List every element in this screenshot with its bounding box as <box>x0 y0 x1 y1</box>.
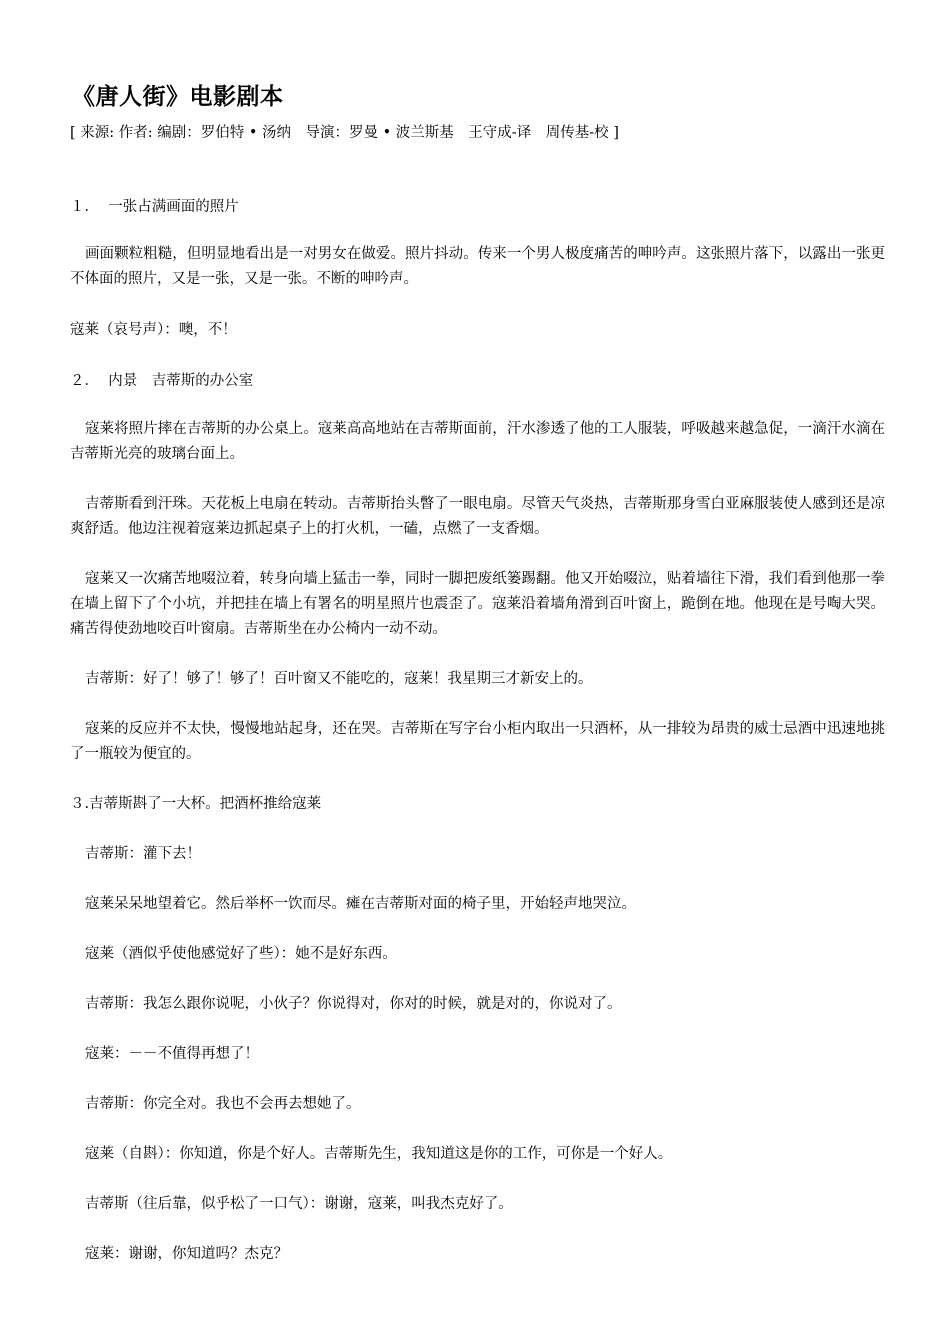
scene-1-paragraph-1: 画面颗粒粗糙，但明显地看出是一对男女在做爱。照片抖动。传来一个男人极度痛苦的呻吟声。这张照片落下，以露出一张更不体面的照片，又是一张，又是一张。不断的呻吟声。 <box>70 246 885 287</box>
scene-3-line: 寇莱（酒似乎使他感觉好了些）：她不是好东西。 <box>85 946 397 962</box>
scene-2-heading: ２． 内景 吉蒂斯的办公室 <box>70 373 254 389</box>
scene-3-line: 寇莱呆呆地望着它。然后举杯一饮而尽。瘫在吉蒂斯对面的椅子里，开始轻声地哭泣。 <box>85 896 636 912</box>
scene-3-line: 寇莱：谢谢，你知道吗？杰克？ <box>85 1246 288 1262</box>
scene-3-line: 吉蒂斯：我怎么跟你说呢，小伙子？你说得对，你对的时候，就是对的，你说对了。 <box>85 996 622 1012</box>
scene-1-dialogue-1: 寇莱（哀号声）：噢，不！ <box>70 322 237 338</box>
scene-2-paragraph-4: 寇莱的反应并不太快，慢慢地站起身，还在哭。吉蒂斯在写字台小柜内取出一只酒杯，从一排较为昂贵的威士忌酒中迅速地挑了一瓶较为便宜的。 <box>70 721 885 762</box>
scene-3-heading: ３.吉蒂斯斟了一大杯。把酒杯推给寇莱 <box>70 796 322 812</box>
document-title: 《唐人街》电影剧本 <box>72 84 284 110</box>
scene-2-paragraph-1: 寇莱将照片摔在吉蒂斯的办公桌上。寇莱高高地站在吉蒂斯面前，汗水渗透了他的工人服装，呼吸越来越急促，一滴汗水滴在吉蒂斯光亮的玻璃台面上。 <box>70 421 885 462</box>
scene-3-line: 吉蒂斯：你完全对。我也不会再去想她了。 <box>85 1096 361 1112</box>
scene-3-line: 吉蒂斯（往后靠，似乎松了一口气）：谢谢，寇莱，叫我杰克好了。 <box>85 1196 513 1212</box>
source-credits: [ 来源: 作者: 编剧：罗伯特 • 汤纳 导演：罗曼 • 波兰斯基 王守成-译 周传基-校 ] <box>70 125 619 141</box>
scene-3-line: 寇莱：－－不值得再想了！ <box>85 1046 259 1062</box>
scene-2-paragraph-3: 寇莱又一次痛苦地啜泣着，转身向墙上猛击一拳，同时一脚把废纸篓踢翻。他又开始啜泣，贴着墙往下滑，我们看到他那一拳在墙上留下了个小坑，并把挂在墙上有署名的明星照片也震歪了。寇莱沿着墙角滑到百叶窗上，跪倒在地。他现在是号啕大哭。痛苦得使劲地咬百叶窗扇。吉蒂斯坐在办公椅内一动不动。 <box>70 571 885 637</box>
scene-1-heading: １． 一张占满画面的照片 <box>70 199 239 215</box>
scene-3-line: 寇莱（自斟）：你知道，你是个好人。吉蒂斯先生，我知道这是你的工作，可你是一个好人。 <box>85 1146 673 1162</box>
scene-3-line: 吉蒂斯：灌下去！ <box>85 846 201 862</box>
scene-2-dialogue-1: 吉蒂斯：好了！够了！够了！百叶窗又不能吃的，寇莱！我星期三才新安上的。 <box>85 671 593 687</box>
scene-2-paragraph-2: 吉蒂斯看到汗珠。天花板上电扇在转动。吉蒂斯抬头瞥了一眼电扇。尽管天气炎热，吉蒂斯那身雪白亚麻服装使人感到还是凉爽舒适。他边注视着寇莱边抓起桌子上的打火机，一磕，点燃了一支香烟。 <box>70 496 885 537</box>
